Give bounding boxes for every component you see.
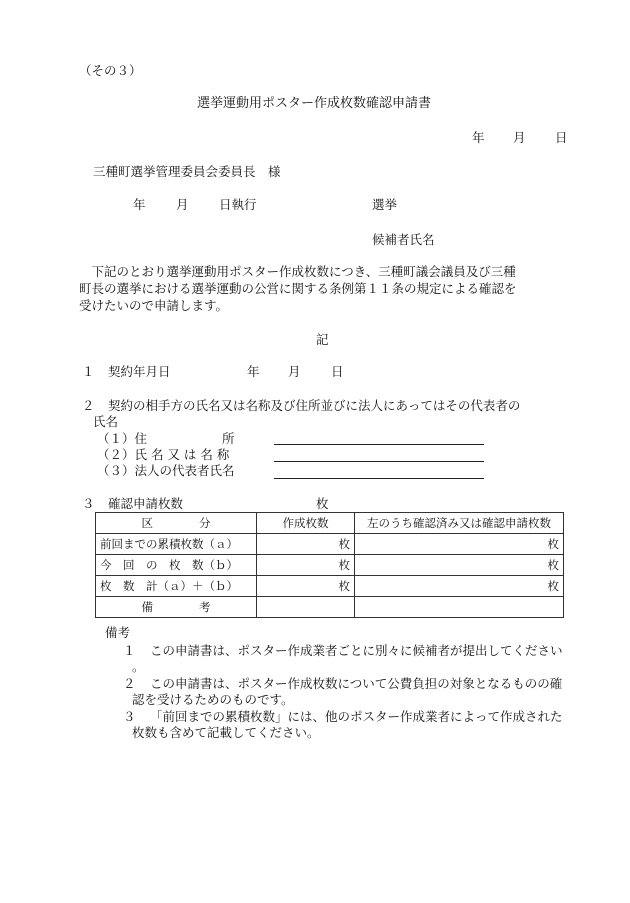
note3-line1: 「前回までの累積枚数」には、他のポスター作成業者によって作成された [150,709,563,724]
election-label: 選挙 [372,197,398,212]
cell-created[interactable] [257,597,355,618]
item1-month: 月 [288,364,301,379]
form-number-label: （その３） [79,63,142,78]
note1-number: １ [123,643,136,658]
addressee: 三種町選挙管理委員会委員長 様 [93,164,281,179]
field-address-line[interactable] [274,444,484,445]
item3-unit: 枚 [316,496,329,511]
item1-day: 日 [331,364,344,379]
note1-line1: この申請書は、ポスター作成業者ごとに別々に候補者が提出してください [150,643,563,658]
candidate-name-label: 候補者氏名 [372,232,435,247]
item1-number: １ [82,364,95,379]
item2-line2: 氏名 [93,414,119,429]
table-row [96,597,564,618]
poster-count-table [95,512,564,618]
row-label: 今 回 の 枚 数（ｂ） [96,555,257,576]
page-title: 選挙運動用ポスター作成枚数確認申請書 [197,96,432,111]
header-confirmed-count: 左のうち確認済み又は確認申請枚数 [355,513,564,534]
note3-number: ３ [123,709,136,724]
item1-label: 契約年月日 [108,364,171,379]
field-representative-line[interactable] [274,478,484,479]
item2-number: ２ [82,398,95,413]
election-month: 月 [176,197,189,212]
date-month: 月 [513,130,526,145]
row-label: 前回までの累積枚数（ａ） [96,534,257,555]
note2-number: ２ [123,676,136,691]
item2-line1: 契約の相手方の氏名又は名称及び住所並びに法人にあってはその代表者の [108,398,521,413]
header-created-count: 作成枚数 [257,513,355,534]
item1-year: 年 [247,364,260,379]
item3-label: 確認申請枚数 [108,496,184,511]
row-label: 備 考 [96,597,257,618]
note1-line2: 。 [132,659,145,674]
note2-line1: この申請書は、ポスター作成枚数について公費負担の対象となるものの確 [150,676,563,691]
field-name-label: （２）氏 名 又 は 名 称 [97,447,230,462]
date-day: 日 [555,130,568,145]
notes-title: 備考 [105,625,131,640]
cell-confirmed[interactable]: 枚 [355,555,564,576]
header-category: 区 分 [96,513,257,534]
election-year: 年 [133,197,146,212]
cell-created[interactable]: 枚 [257,555,355,576]
table-header-row [96,513,564,534]
body-line-1: 下記のとおり選挙運動用ポスター作成枚数につき、三種町議会議員及び三種 [79,264,516,279]
election-day-exec: 日執行 [219,197,257,212]
field-address-label: （１）住 所 [97,431,235,446]
cell-created[interactable]: 枚 [257,534,355,555]
field-representative-label: （３）法人の代表者氏名 [97,463,235,478]
body-line-2: 町長の選挙における選挙運動の公営に関する条例第１１条の規定による確認を [79,281,517,296]
cell-confirmed[interactable]: 枚 [355,534,564,555]
cell-confirmed[interactable]: 枚 [355,576,564,597]
table-row [96,576,564,597]
note2-line2: 認を受けるためのものです。 [132,692,294,707]
field-name-line[interactable] [274,461,484,462]
note3-line2: 枚数も含めて記載してください。 [132,725,320,740]
table-row [96,555,564,576]
item3-number: ３ [82,496,95,511]
table-row [96,534,564,555]
cell-confirmed[interactable] [355,597,564,618]
row-label: 枚 数 計（ａ）＋（ｂ） [96,576,257,597]
body-line-3: 受けたいので申請します。 [79,298,229,313]
ki-heading: 記 [316,332,329,347]
date-year: 年 [472,130,485,145]
cell-created[interactable]: 枚 [257,576,355,597]
